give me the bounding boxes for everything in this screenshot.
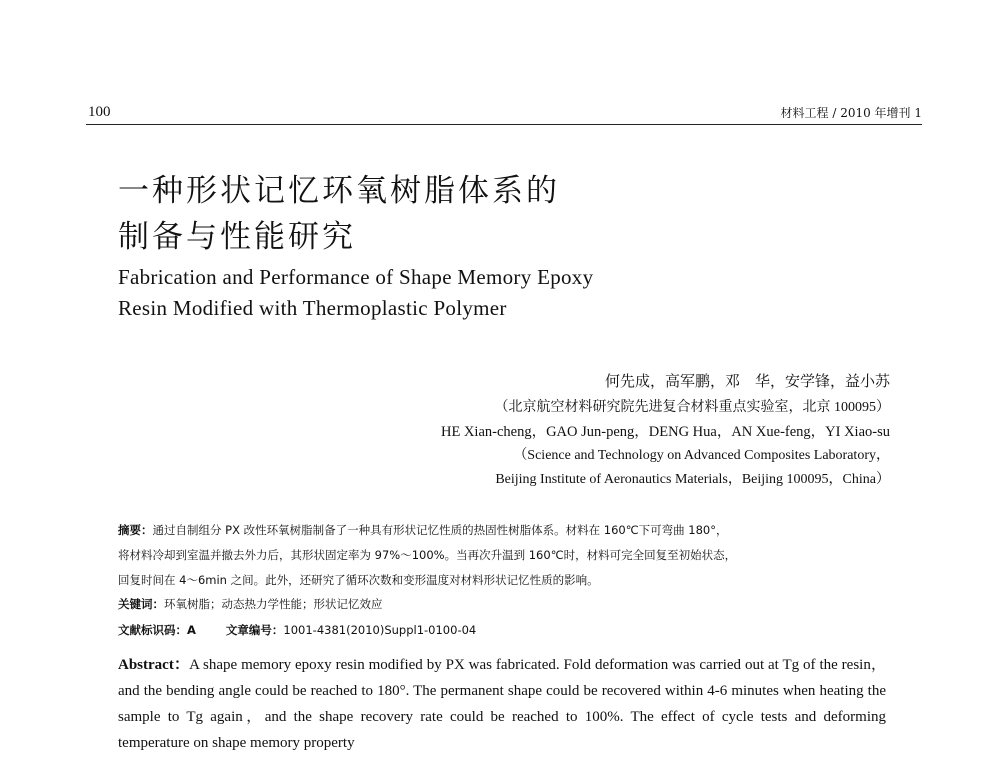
title-en-line-2: Resin Modified with Thermoplastic Polymer <box>118 296 507 320</box>
classification <box>118 622 886 638</box>
abstract-zh-label: 摘要： <box>118 523 153 537</box>
authors-chinese: 何先成，高军鹏，邓 华，安学锋，益小苏 <box>604 374 890 390</box>
keywords <box>118 596 886 612</box>
article-no-label: 文章编号： <box>225 623 284 637</box>
page-number: 100 <box>88 104 111 120</box>
abstract-en-label: Abstract： <box>118 657 190 673</box>
abstract-zh-line-2: 将材料冷却到室温并撤去外力后，其形状固定率为 97%～100%。当再次升温到 160℃时，材料可完全回复至初始状态， <box>118 548 737 562</box>
abstract-en-text: A shape memory epoxy resin modified by PX was fabricated. Fold deformation was carried out at Tg of the resin，and the bending angle could be reached to 180°. The permanent shape could be recovered within 4-6 minutes when heating the sample to Tg again，and the shape recovery rate could be reached to 100%. The effect of cycle tests and deforming temperature on shape memory property <box>118 657 886 751</box>
affiliation-chinese: （北京航空材料研究院先进复合材料重点实验室，北京 100095） <box>494 400 890 415</box>
keywords-text: 环氧树脂；动态热力学性能；形状记忆效应 <box>164 597 383 611</box>
title-en-line-1: Fabrication and Performance of Shape Memory Epoxy <box>118 265 594 289</box>
journal-header: 材料工程 / 2010 年增刊 1 <box>780 106 922 120</box>
header-rule <box>86 124 922 125</box>
title-english <box>118 262 593 324</box>
abstract-zh-line-1 <box>118 518 886 543</box>
title-zh-line-1: 一种形状记忆环氧树脂体系的 <box>118 173 560 209</box>
title-chinese <box>118 168 560 260</box>
abstract-zh-line-3: 回复时间在 4～6min 之间。此外，还研究了循环次数和变形温度对材料形状记忆性质的影响。 <box>118 573 599 587</box>
keywords-label: 关键词： <box>118 597 164 611</box>
title-zh-line-2: 制备与性能研究 <box>118 219 356 255</box>
affiliation-english-line-1: （Science and Technology on Advanced Composites Laboratory， <box>513 448 890 463</box>
doc-code-label: 文献标识码： <box>118 623 187 637</box>
abstract-zh-text-1: 通过自制组分 PX 改性环氧树脂制备了一种具有形状记忆性质的热固性树脂体系。材料在 160℃下可弯曲 180°， <box>152 523 728 537</box>
abstract-english <box>118 652 886 756</box>
affiliation-english-line-2: Beijing Institute of Aeronautics Materials，Beijing 100095，China） <box>495 472 890 487</box>
article-no: 1001-4381(2010)Suppl1-0100-04 <box>283 623 477 637</box>
doc-code: A <box>187 623 196 637</box>
authors-block <box>190 370 890 492</box>
abstract-chinese <box>118 518 886 593</box>
authors-english: HE Xian-cheng，GAO Jun-peng，DENG Hua，AN Xue-feng，YI Xiao-su <box>441 424 890 440</box>
